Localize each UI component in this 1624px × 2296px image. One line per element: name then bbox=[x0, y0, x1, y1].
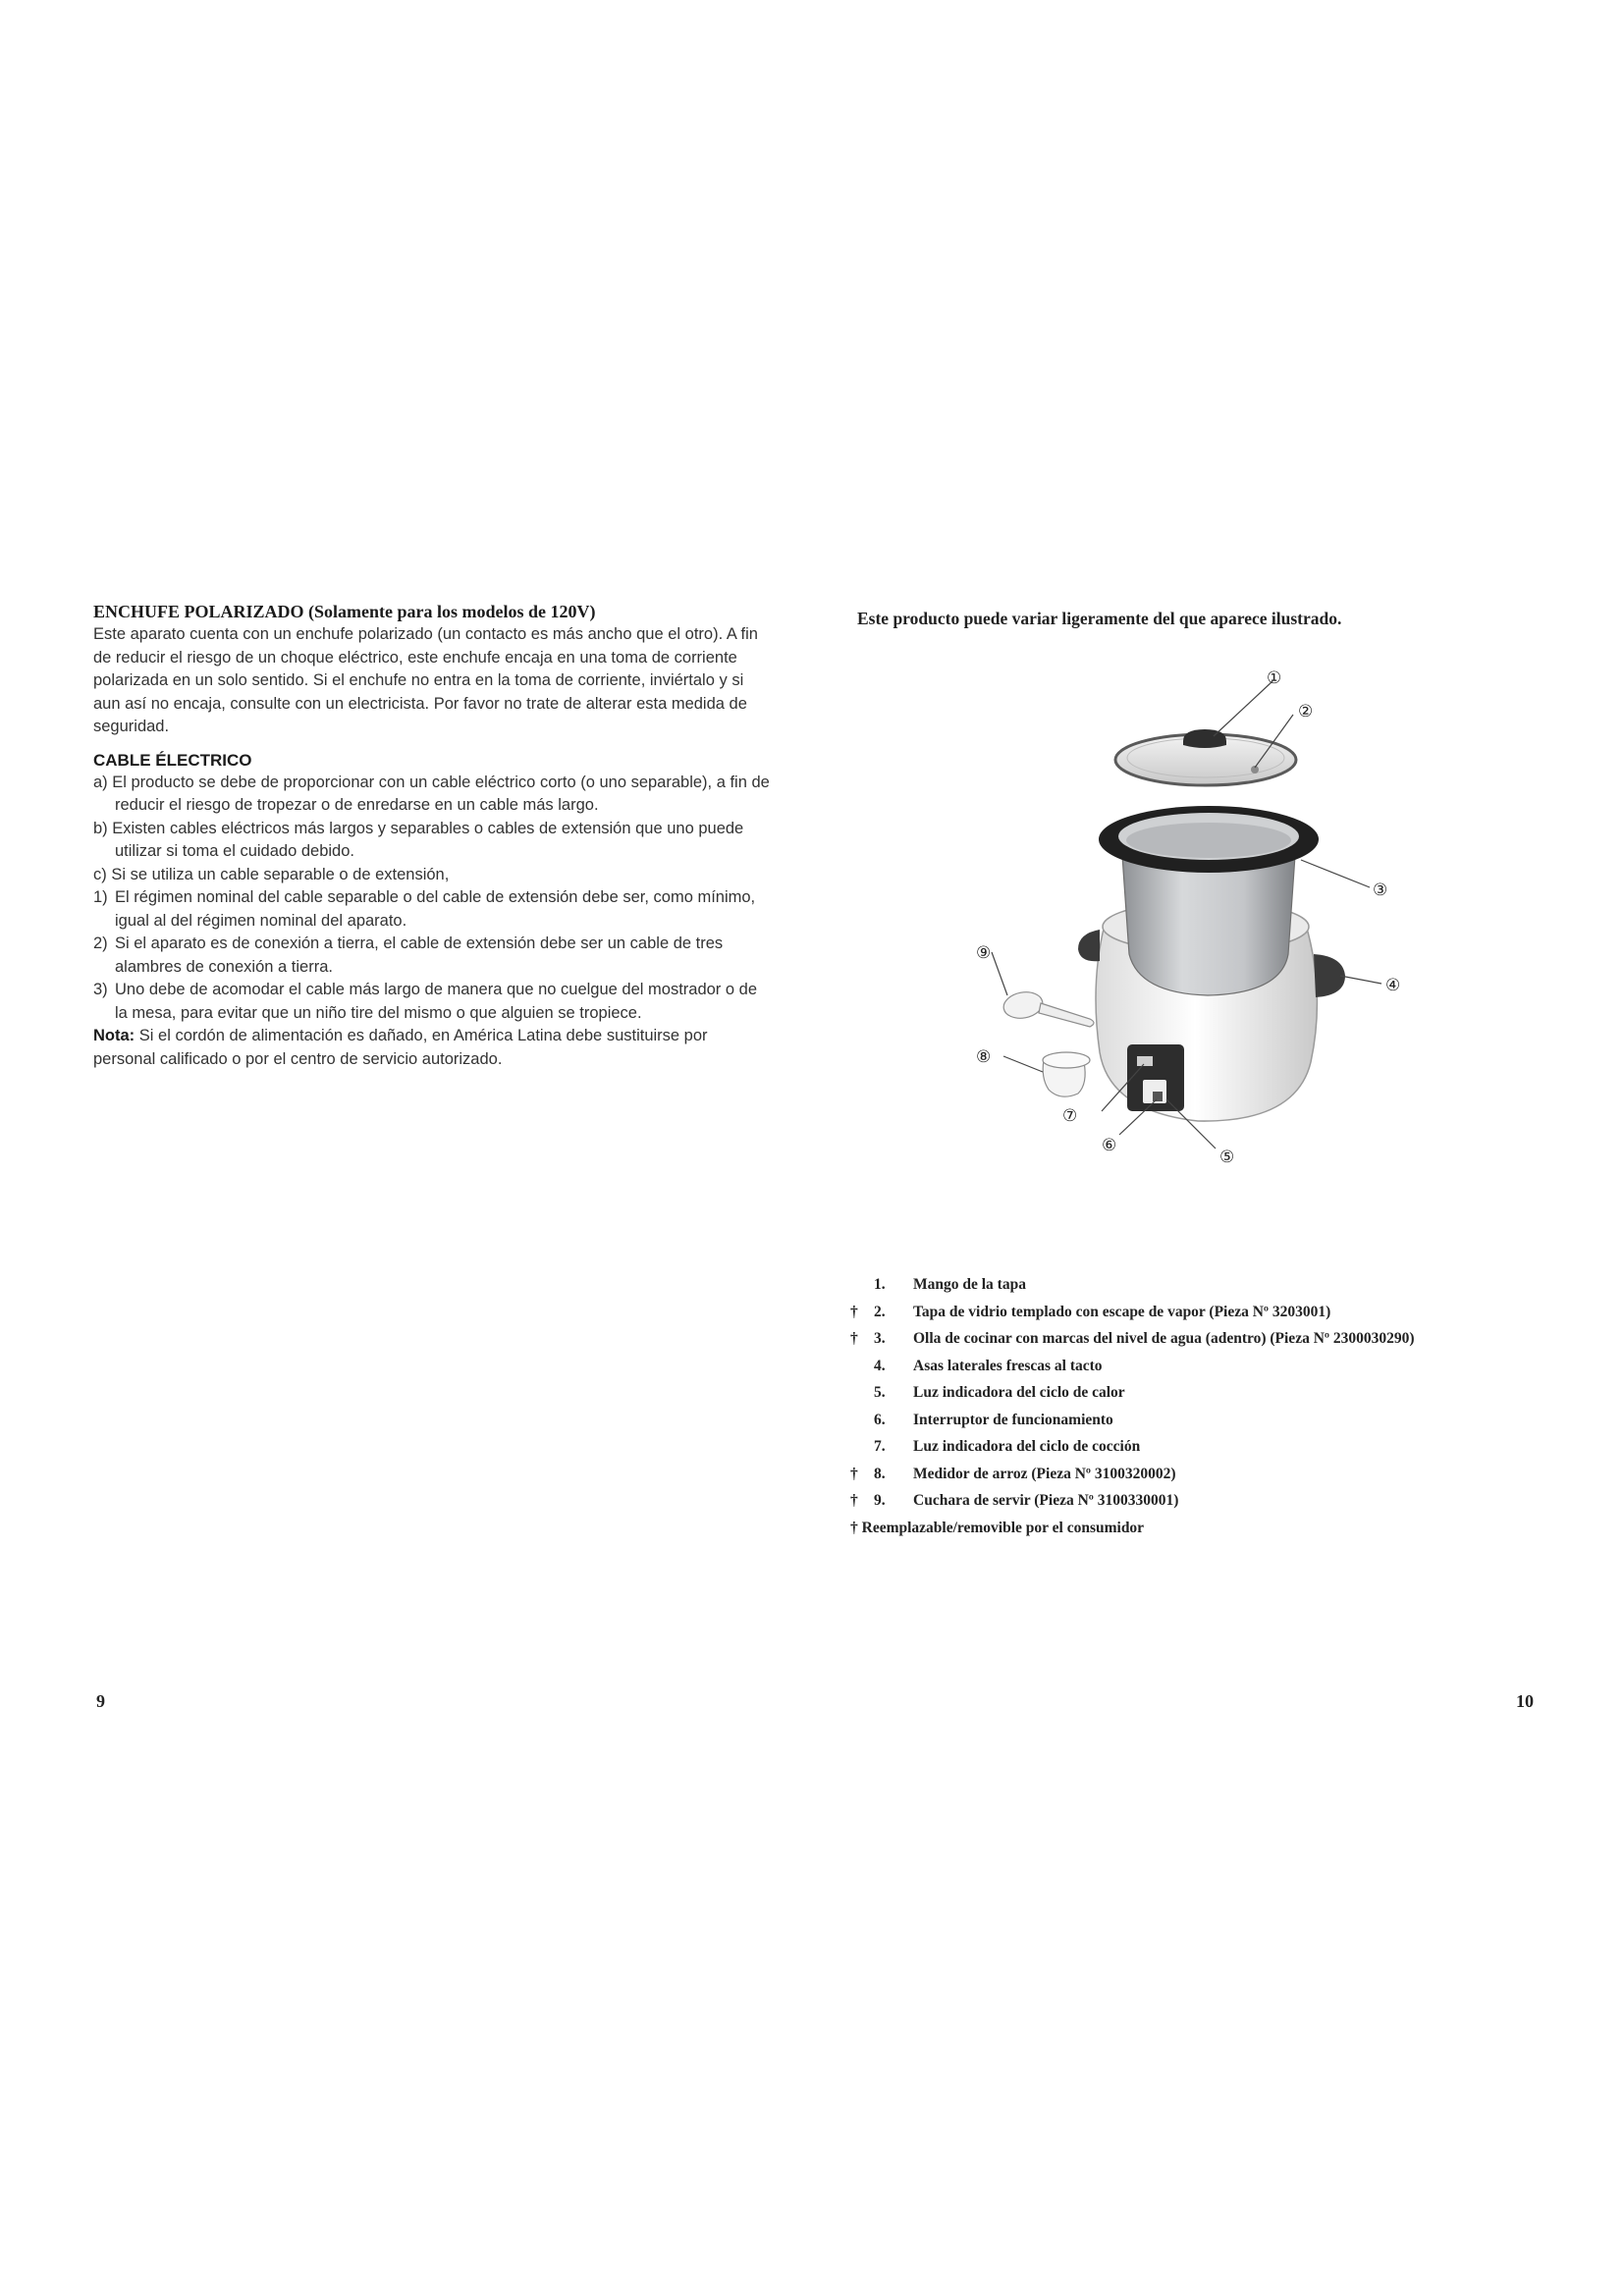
part-number: 7. bbox=[874, 1438, 886, 1455]
part-label: Mango de la tapa bbox=[913, 1276, 1026, 1293]
page-number-left: 9 bbox=[96, 1691, 105, 1711]
cord-note bbox=[93, 1025, 771, 1071]
callout-6: ⑥ bbox=[1102, 1136, 1117, 1155]
part-number: 2. bbox=[874, 1303, 886, 1320]
part-item bbox=[850, 1303, 1331, 1331]
cord-item-b: b) Existen cables eléctricos más largos y separables o cables de extensión que uno puede utilizar si toma el cuidado debido. bbox=[93, 819, 744, 860]
page-number-right: 10 bbox=[1516, 1691, 1534, 1711]
part-number: 1. bbox=[874, 1276, 886, 1293]
cord-subitem bbox=[93, 886, 771, 933]
callout-2: ② bbox=[1298, 702, 1314, 721]
part-number: 8. bbox=[874, 1465, 886, 1482]
glass-lid bbox=[1115, 729, 1296, 785]
part-label: Medidor de arroz (Pieza Nº 3100320002) bbox=[913, 1465, 1176, 1482]
rice-measuring-cup bbox=[1043, 1052, 1090, 1096]
polarized-plug-body: Este aparato cuenta con un enchufe polarizado (un contacto es más ancho que el otro). A fin de reducir el riesgo de un choque eléctrico, este enchufe encaja en una toma de corriente polarizada en un solo sentido. Si el enchufe no entra en la toma de corriente, inviértalo y si aun así no encaja, consulte con un electricista. Por favor no trate de alterar esta medida de seguridad. bbox=[93, 625, 758, 735]
cord-subitem-number: 1) bbox=[93, 888, 108, 906]
cord-subitem-text: El régimen nominal del cable separable o del cable de extensión debe ser, como mínimo, igual al del régimen nominal del aparato. bbox=[115, 888, 756, 930]
callout-5: ⑤ bbox=[1219, 1148, 1235, 1167]
left-page-content bbox=[93, 601, 771, 1071]
part-number: 3. bbox=[874, 1330, 886, 1347]
rice-cooker-illustration bbox=[943, 660, 1404, 1190]
illustration-caption: Este producto puede variar ligeramente del que aparece ilustrado. bbox=[857, 609, 1342, 628]
replaceable-marker: † bbox=[850, 1465, 858, 1482]
power-cord-heading: CABLE ÉLECTRICO bbox=[93, 750, 252, 770]
part-item bbox=[850, 1384, 1144, 1412]
control-panel bbox=[1127, 1044, 1184, 1111]
power-cord-section bbox=[93, 749, 771, 1072]
part-number: 9. bbox=[874, 1492, 886, 1509]
parts-list bbox=[850, 1276, 1415, 1537]
polarized-plug-heading: ENCHUFE POLARIZADO (Solamente para los modelos de 120V) bbox=[93, 602, 596, 621]
part-label: Olla de cocinar con marcas del nivel de agua (adentro) (Pieza Nº 2300030290) bbox=[913, 1330, 1415, 1347]
part-label: Cuchara de servir (Pieza Nº 3100330001) bbox=[913, 1492, 1179, 1509]
replaceable-footnote: † Reemplazable/removible por el consumidor bbox=[850, 1519, 1145, 1536]
cord-item-c: c) Si se utiliza un cable separable o de extensión, bbox=[93, 865, 450, 883]
part-label: Luz indicadora del ciclo de calor bbox=[913, 1384, 1125, 1401]
cord-subitem-number: 2) bbox=[93, 934, 108, 952]
part-number: 6. bbox=[874, 1411, 886, 1428]
part-item bbox=[850, 1412, 1144, 1439]
cord-subitem-number: 3) bbox=[93, 981, 108, 998]
cord-subitem-text: Si el aparato es de conexión a tierra, el cable de extensión debe ser un cable de tres alambres de conexión a tierra. bbox=[115, 934, 724, 976]
part-item bbox=[850, 1330, 1415, 1358]
replaceable-marker: † bbox=[850, 1303, 858, 1320]
cord-subitem-text: Uno debe de acomodar el cable más largo de manera que no cuelgue del mostrador o de la mesa, para evitar que un niño tire del mismo o que alguien se tropiece. bbox=[115, 981, 757, 1022]
serving-spoon bbox=[1001, 989, 1094, 1027]
part-item bbox=[850, 1438, 1144, 1466]
part-label: Asas laterales frescas al tacto bbox=[913, 1357, 1103, 1374]
part-label: Tapa de vidrio templado con escape de vapor (Pieza Nº 3203001) bbox=[913, 1303, 1331, 1320]
part-label: Luz indicadora del ciclo de cocción bbox=[913, 1438, 1141, 1455]
replaceable-marker: † bbox=[850, 1330, 858, 1347]
part-item bbox=[850, 1358, 1144, 1385]
cord-subitem bbox=[93, 979, 771, 1025]
part-item bbox=[850, 1492, 1179, 1520]
callout-3: ③ bbox=[1373, 881, 1388, 900]
part-item bbox=[850, 1276, 1144, 1304]
polarized-plug-section bbox=[93, 601, 771, 739]
part-number: 5. bbox=[874, 1384, 886, 1401]
callout-1: ① bbox=[1267, 668, 1282, 688]
note-text: Si el cordón de alimentación es dañado, en América Latina debe sustituirse por personal calificado o por el centro de servicio autorizado. bbox=[93, 1027, 708, 1068]
part-item bbox=[850, 1465, 1176, 1493]
callout-7: ⑦ bbox=[1062, 1106, 1078, 1126]
cord-item-a: a) El producto se debe de proporcionar con un cable eléctrico corto (o uno separable), a fin de reducir el riesgo de tropezar o de enredarse en un cable más largo. bbox=[93, 773, 770, 814]
part-number: 4. bbox=[874, 1357, 886, 1374]
cord-subitem bbox=[93, 933, 771, 979]
part-label: Interruptor de funcionamiento bbox=[913, 1411, 1113, 1428]
replaceable-marker: † bbox=[850, 1492, 858, 1509]
callout-9: ⑨ bbox=[976, 943, 992, 963]
callout-4: ④ bbox=[1385, 976, 1401, 995]
callout-8: ⑧ bbox=[976, 1047, 992, 1067]
note-label: Nota: bbox=[93, 1027, 135, 1044]
